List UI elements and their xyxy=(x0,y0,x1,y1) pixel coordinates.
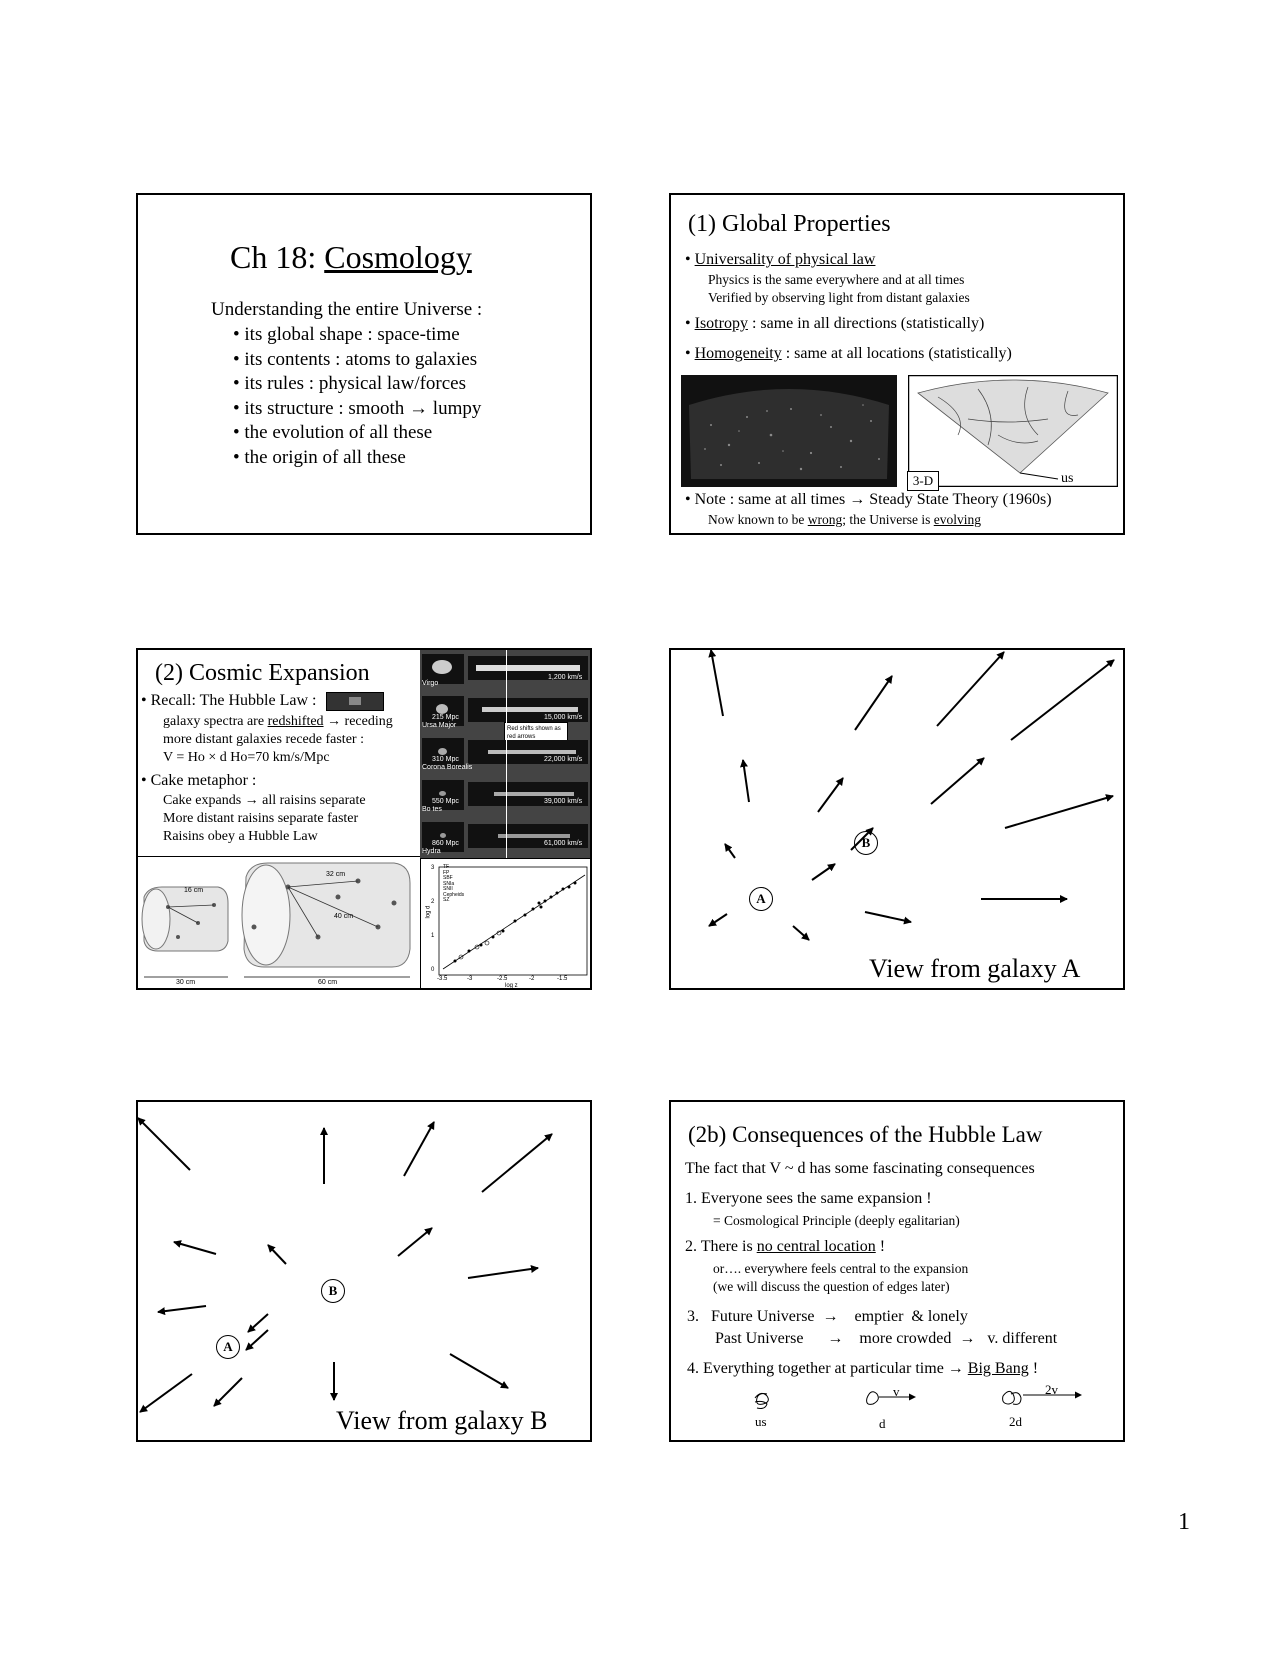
x-tick: -1.5 xyxy=(557,976,568,982)
hubble-diagram xyxy=(420,858,592,990)
expansion-arrows xyxy=(138,1102,592,1442)
legend-item: SNII xyxy=(443,886,453,892)
slide-4-view-from-a xyxy=(669,648,1125,990)
galaxy-velocity: 39,000 km/s xyxy=(544,798,583,805)
galaxy-name: Corona Borealis xyxy=(422,764,473,771)
slide-caption: View from galaxy A xyxy=(869,954,1081,983)
slide-5-view-from-b xyxy=(136,1100,592,1442)
intro-text: The fact that V ~ d has some fascinating consequences xyxy=(685,1160,1035,1177)
intro-text: Understanding the entire Universe : xyxy=(211,299,483,320)
y-tick: 1 xyxy=(431,933,435,939)
galaxy-velocity: 15,000 km/s xyxy=(544,714,583,721)
galaxy-velocity: 1,200 km/s xyxy=(548,674,583,681)
cake-metaphor: • Cake metaphor : xyxy=(141,772,257,789)
slide-title: (1) Global Properties xyxy=(688,211,891,237)
cake-line-1: Cake expands → all raisins separate xyxy=(163,793,366,808)
title-prefix: Ch 18: xyxy=(230,239,325,275)
item-4-text: ! xyxy=(1028,1360,1039,1377)
item-2-text: ! xyxy=(875,1238,886,1255)
recall-text: • Recall: The Hubble Law : xyxy=(141,692,317,710)
title-cosmology: Cosmology xyxy=(324,239,472,275)
slide-6-hubble-consequences xyxy=(669,1100,1125,1442)
legend-item: FP xyxy=(443,869,450,876)
galaxy-a-marker: A xyxy=(749,887,773,911)
universality-term: Universality of physical law xyxy=(694,251,876,268)
sky-survey-image xyxy=(681,375,897,487)
legend-item: SZ xyxy=(443,897,450,903)
list-item: • the evolution of all these xyxy=(233,422,433,443)
slide-1-cosmology-title xyxy=(136,193,592,535)
x-tick: -3.5 xyxy=(437,976,448,982)
slide-3-cosmic-expansion xyxy=(136,648,592,990)
raisin-distance: 32 cm xyxy=(326,871,346,878)
galaxy-distance: 550 Mpc xyxy=(432,798,459,805)
slide-caption: View from galaxy B xyxy=(336,1406,548,1435)
recall-hubble xyxy=(141,692,384,711)
hubble-line-3: V = Ho × d Ho=70 km/s/Mpc xyxy=(163,750,330,765)
item-1-sub: = Cosmological Principle (deeply egalitarian) xyxy=(713,1213,960,1228)
note-part: ; the Universe is xyxy=(842,512,934,527)
x-tick: -2 xyxy=(529,976,535,982)
cake-illustration xyxy=(138,856,420,990)
homogeneity-text: : same at all locations (statistically) xyxy=(781,345,1012,362)
big-bang-term: Big Bang xyxy=(967,1360,1029,1377)
galaxy-name: Ursa Major xyxy=(422,722,457,729)
note-steady-state: • Note : same at all times → Steady State Theory (1960s) xyxy=(685,491,1052,508)
label-2d: 2d xyxy=(1009,1414,1022,1429)
cake-dimension: 30 cm xyxy=(176,979,196,986)
y-tick: 0 xyxy=(431,967,435,973)
item-2-sub-1: or…. everywhere feels central to the expansion xyxy=(713,1261,969,1276)
page-number: 1 xyxy=(1178,1509,1190,1535)
legend-item: SBF xyxy=(443,875,453,881)
cake-line-2: More distant raisins separate faster xyxy=(163,811,359,826)
list-item: • its contents : atoms to galaxies xyxy=(233,348,478,370)
legend-item: SNIa xyxy=(443,880,455,887)
slide-title: (2) Cosmic Expansion xyxy=(155,660,370,686)
3d-redshift-survey-image xyxy=(908,375,1118,487)
galaxy-distance: 215 Mpc xyxy=(432,714,459,721)
hubble-text: galaxy spectra are xyxy=(163,714,268,729)
list-item: • its structure : smooth → lumpy xyxy=(233,397,482,419)
raisin-distance: 16 cm xyxy=(184,887,204,894)
bullet-isotropy: • Isotropy : same in all directions (statistically) xyxy=(685,315,985,332)
homogeneity-term: Homogeneity xyxy=(694,345,782,362)
galaxy-name: Hydra xyxy=(422,848,441,855)
plot-y-label: log d xyxy=(425,905,432,919)
slide-title xyxy=(230,239,472,276)
item-3-past: Past Universe → more crowded → v. different xyxy=(715,1330,1058,1347)
spectra-panel xyxy=(420,650,592,858)
isotropy-term: Isotropy xyxy=(694,315,748,332)
hubble-line-2: more distant galaxies recede faster : xyxy=(163,732,364,747)
x-tick: -3 xyxy=(467,976,473,982)
list-item: • its global shape : space-time xyxy=(233,324,460,345)
galaxy-distance: 860 Mpc xyxy=(432,840,459,847)
bullet-list xyxy=(233,323,481,470)
label-us: us xyxy=(755,1414,767,1429)
legend-item: Cepheids xyxy=(443,891,465,898)
label-v: v xyxy=(893,1384,900,1399)
universality-line-1: Physics is the same everywhere and at all times xyxy=(708,272,965,287)
bullet-universality: • Universality of physical law xyxy=(685,251,876,268)
item-3-future: 3. Future Universe → emptier & lonely xyxy=(687,1308,968,1325)
label-d: d xyxy=(879,1416,886,1431)
redshifted-term: redshifted xyxy=(267,714,324,729)
note-wrong: wrong xyxy=(807,512,843,527)
raisin-distance: 40 cm xyxy=(334,913,354,920)
bullet-homogeneity: • Homogeneity : same at all locations (statistically) xyxy=(685,345,1012,362)
galaxy-velocity: 22,000 km/s xyxy=(544,756,583,763)
item-2-text: 2. There is xyxy=(685,1238,757,1255)
hubble-text: → receding xyxy=(323,714,393,729)
redshift-note: Red shifts shown as red arrows xyxy=(504,722,568,744)
slide-2-global-properties xyxy=(669,193,1125,535)
y-tick: 3 xyxy=(431,865,435,871)
plot-legend xyxy=(443,865,464,904)
item-2-sub-2: (we will discuss the question of edges later) xyxy=(713,1279,950,1294)
hubble-line-1 xyxy=(163,714,393,730)
expansion-arrows xyxy=(671,650,1125,990)
note-part: Now known to be xyxy=(708,512,808,527)
item-1: 1. Everyone sees the same expansion ! xyxy=(685,1190,932,1207)
item-4-text: 4. Everything together at particular time → xyxy=(687,1360,968,1377)
label-2v: 2v xyxy=(1045,1382,1058,1397)
note-evolving: evolving xyxy=(933,512,981,527)
galaxy-distance: 310 Mpc xyxy=(432,756,459,763)
y-tick: 2 xyxy=(431,899,435,905)
universality-line-2: Verified by observing light from distant galaxies xyxy=(708,290,970,305)
galaxy-velocity: 61,000 km/s xyxy=(544,840,583,847)
label-us: us xyxy=(1061,471,1074,486)
galaxy-b-marker: B xyxy=(321,1279,345,1303)
cake-dimension: 60 cm xyxy=(318,979,338,986)
x-tick: -2.5 xyxy=(497,976,508,982)
galaxy-b-marker: B xyxy=(854,831,878,855)
galaxy-a-marker: A xyxy=(216,1335,240,1359)
media-button[interactable] xyxy=(326,692,384,711)
legend-item: TF xyxy=(443,864,450,870)
label-3d-text: 3-D xyxy=(912,473,934,488)
note-line-2 xyxy=(708,512,981,528)
slide-title: (2b) Consequences of the Hubble Law xyxy=(688,1122,1043,1147)
isotropy-text: : same in all directions (statistically) xyxy=(747,315,985,332)
galaxy-name: Virgo xyxy=(422,680,439,687)
list-item: • its rules : physical law/forces xyxy=(233,373,467,394)
plot-x-label: log z xyxy=(505,983,518,989)
cake-line-3: Raisins obey a Hubble Law xyxy=(163,829,318,844)
galaxy-name: Bo tes xyxy=(422,806,442,813)
list-item: • the origin of all these xyxy=(233,446,406,468)
label-3d xyxy=(907,471,939,491)
no-central-location: no central location xyxy=(756,1238,876,1255)
